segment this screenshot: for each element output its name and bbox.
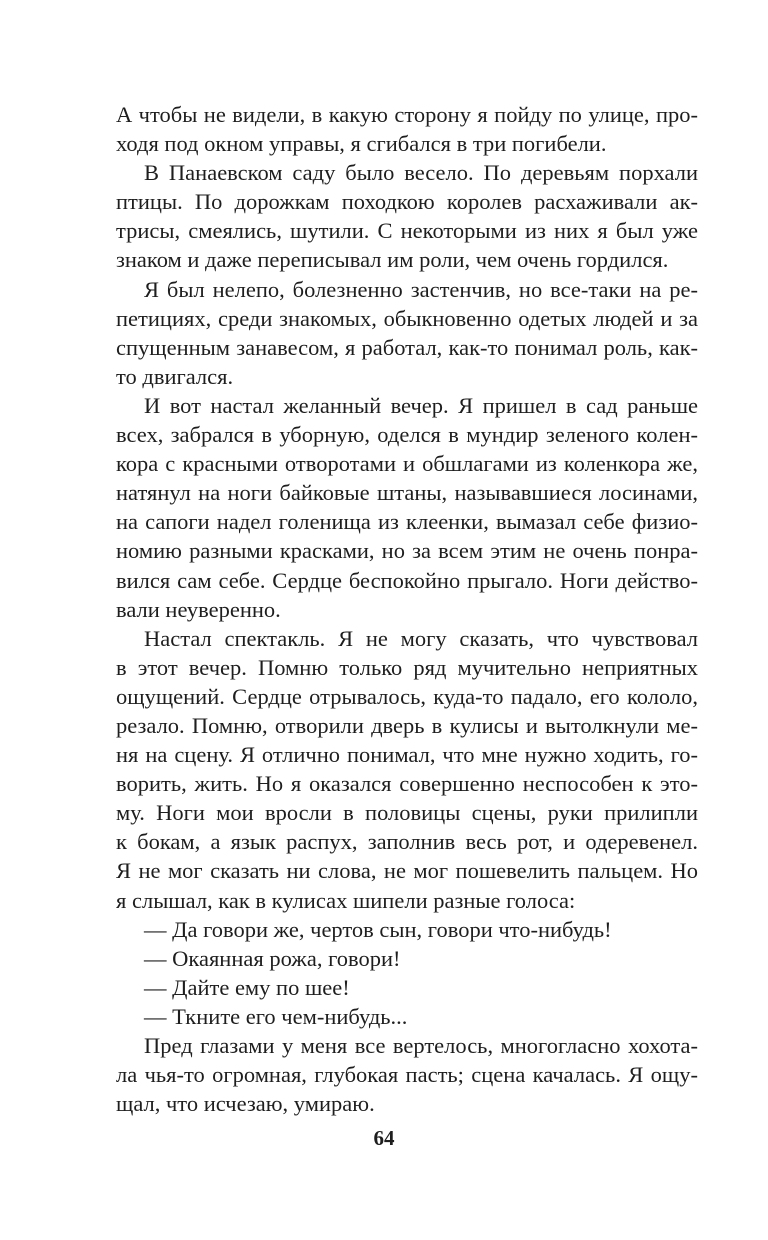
paragraph-start-line: Пред глазами у меня все вертелось, многогласно хохота- [144, 1033, 698, 1058]
text-line: ощущений. Сердце отрывалось, куда-то падало, его кололо, [116, 683, 698, 709]
text-line: Я не мог сказать ни слова, не мог пошевелить пальцем. Но [116, 858, 698, 884]
text-line: то двигался. [116, 363, 234, 389]
text-line: номию разными красками, но за всем этим не очень понра- [116, 538, 698, 564]
text-line: птицы. По дорожкам походкою королев расхаживали ак- [116, 189, 698, 215]
text-line: А чтобы не видели, в какую сторону я пойду по улице, про- [116, 102, 698, 127]
text-line: всех, забрался в уборную, оделся в мундир зеленого колен- [116, 422, 698, 448]
text-line: ла чья-то огромная, глубокая пасть; сцена качалась. Я ощу- [116, 1062, 698, 1088]
text-line: на сапоги надел голенища из клеенки, вымазал себе физио- [116, 509, 698, 535]
paragraph-start-line: Я был нелепо, болезненно застенчив, но все-таки на ре- [144, 276, 698, 302]
text-line: вали неуверенно. [116, 596, 281, 622]
text-line: щал, что исчезаю, умираю. [116, 1091, 375, 1117]
paragraph-start-line: В Панаевском саду было весело. По деревьям порхали [144, 160, 698, 186]
dialogue-line: — Да говори же, чертов сын, говори что-нибудь! [144, 916, 612, 942]
dialogue-line: — Ткните его чем-нибудь... [144, 1003, 408, 1029]
paragraph-start-line: И вот настал желанный вечер. Я пришел в сад раньше [144, 392, 698, 418]
text-line: знаком и даже переписывал им роли, чем очень гордился. [116, 247, 669, 273]
text-line: натянул на ноги байковые штаны, называвшиеся лосинами, [116, 480, 698, 506]
text-line: кора с красными отворотами и обшлагами из коленкора же, [116, 451, 698, 477]
page-body [116, 100, 698, 1118]
text-line: в этот вечер. Помню только ряд мучительно неприятных [116, 654, 698, 680]
text-line: спущенным занавесом, я работал, как-то понимал роль, как- [116, 334, 698, 360]
page-number: 64 [373, 1126, 395, 1150]
text-line: петициях, среди знакомых, обыкновенно одетых людей и за [116, 305, 698, 331]
text-line: резало. Помню, отворили дверь в кулисы и вытолкнули ме- [116, 712, 698, 738]
text-line: ходя под окном управы, я сгибался в три погибели. [116, 131, 607, 157]
dialogue-line: — Дайте ему по шее! [144, 974, 350, 1000]
text-line: му. Ноги мои вросли в половицы сцены, руки прилипли [116, 800, 698, 826]
dialogue-line: — Окаянная рожа, говори! [144, 945, 401, 971]
text-line: к бокам, а язык распух, заполнив весь рот, и одеревенел. [116, 829, 698, 855]
text-line: ворить, жить. Но я оказался совершенно неспособен к это- [116, 771, 698, 797]
text-line: вился сам себе. Сердце беспокойно прыгало. Ноги действо- [116, 567, 698, 593]
text-line: ня на сцену. Я отлично понимал, что мне нужно ходить, го- [116, 742, 698, 768]
paragraph-start-line: Настал спектакль. Я не могу сказать, что чувствовал [144, 625, 698, 651]
text-line: я слышал, как в кулисах шипели разные голоса: [116, 887, 576, 913]
text-line: трисы, смеялись, шутили. С некоторыми из них я был уже [116, 218, 698, 244]
